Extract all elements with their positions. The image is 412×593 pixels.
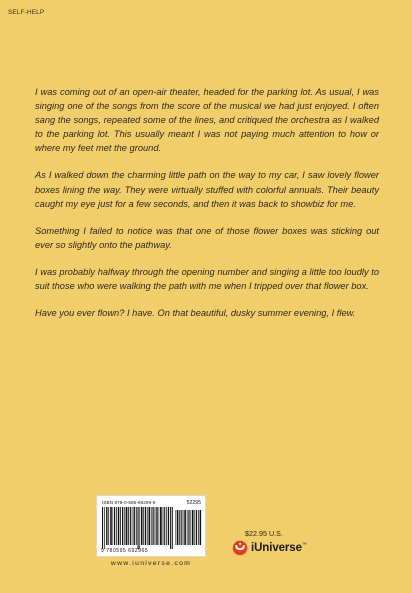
category-label: SELF-HELP	[8, 9, 45, 16]
blurb-paragraph: Have you ever flown? I have. On that beautiful, dusky summer evening, I flew.	[35, 308, 356, 319]
isbn-text: ISBN 978-0-595-69296-5	[102, 500, 156, 505]
publisher-logo	[232, 540, 307, 556]
iuniverse-logo-icon	[232, 540, 248, 556]
price-code-text: 52295	[186, 500, 201, 506]
barcode-block	[96, 495, 206, 569]
publisher-website: www.iuniverse.com	[110, 560, 192, 567]
back-cover-blurb	[35, 85, 379, 333]
blurb-paragraph: I was coming out of an open-air theater, headed for the parking lot. As usual, I was singing one of the songs from the score of the musical we had just enjoyed. I often sang the songs, repeated some of the lines, and critiqued the orchestra as I walked to the parking lot. This usually meant I was not paying much attention to how or where my feet met the ground.	[35, 87, 379, 154]
blurb-paragraph: I was probably halfway through the opening number and singing a little too loudly to suit those who were walking the path with me when I tripped over that flower box.	[35, 266, 379, 292]
blurb-paragraph: As I walked down the charming little path on the way to my car, I saw lovely flower boxes lining the way. They were virtually stuffed with colorful annuals. Their beauty caught my eye just for a few seconds, and then it was back to showbiz for me.	[35, 170, 379, 209]
barcode-digits: 9 780595 692965	[101, 548, 149, 554]
publisher-name: iUniverse™	[251, 542, 307, 554]
price-label: $22.95 U.S.	[245, 529, 283, 538]
barcode-icon	[102, 507, 202, 549]
barcode-panel	[96, 495, 206, 557]
blurb-paragraph: Something I failed to notice was that one of those flower boxes was sticking out ever so slightly onto the pathway.	[35, 225, 379, 250]
